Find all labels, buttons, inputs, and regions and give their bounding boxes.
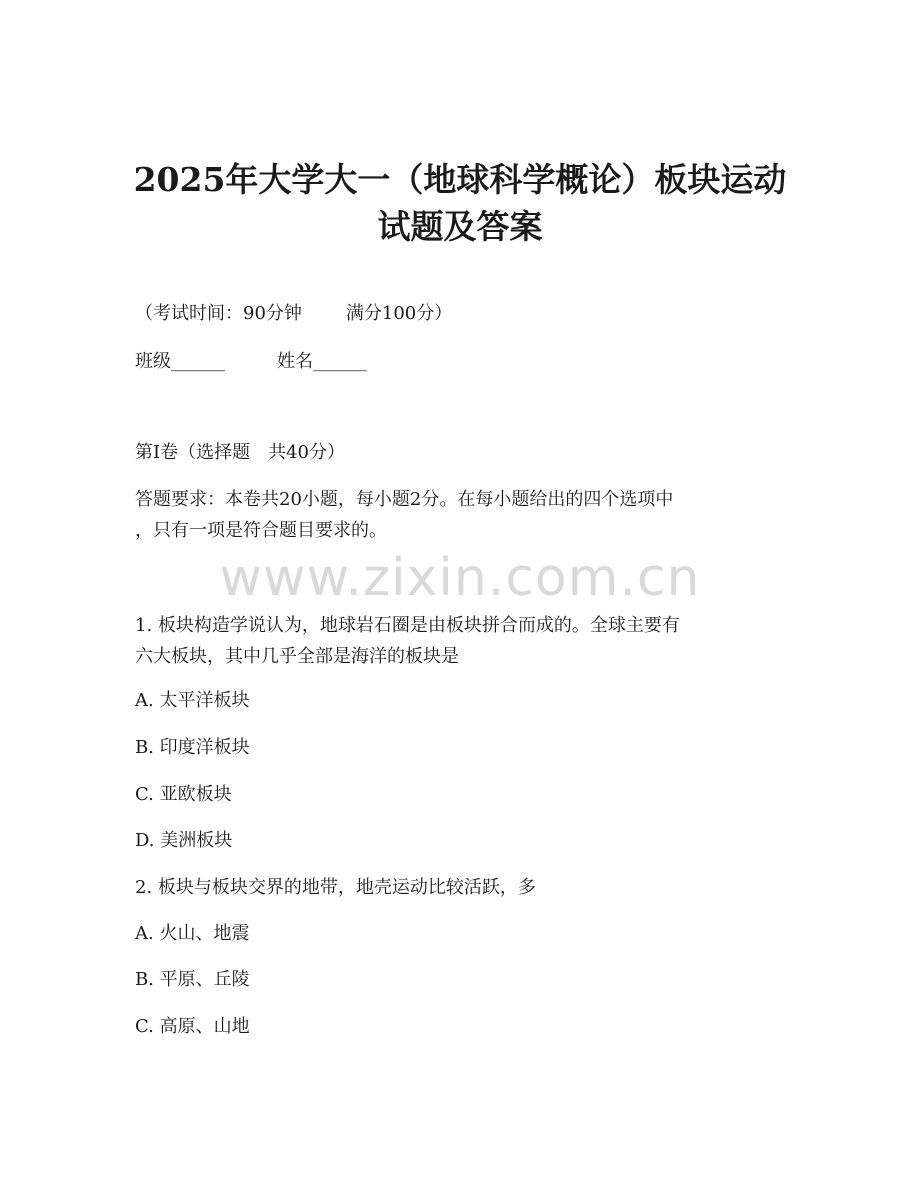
name-field[interactable]: 姓名______ xyxy=(277,351,367,372)
class-field[interactable]: 班级______ xyxy=(135,351,225,372)
question-1-stem-line-2: 六大板块，其中几乎全部是海洋的板块是 xyxy=(135,646,459,667)
exam-info xyxy=(135,302,452,326)
page-title-line-2: 试题及答案 xyxy=(377,207,543,246)
question-1-option-a[interactable]: A. 太平洋板块 xyxy=(135,690,250,711)
student-info xyxy=(135,350,367,374)
section-heading: 第I卷（选择题 共40分） xyxy=(135,442,346,463)
full-score: 满分100分） xyxy=(345,303,453,324)
question-2-option-c[interactable]: C. 高原、山地 xyxy=(135,1016,250,1037)
exam-time: （考试时间：90分钟 xyxy=(135,303,302,324)
question-1-option-b[interactable]: B. 印度洋板块 xyxy=(135,737,250,758)
question-2-option-b[interactable]: B. 平原、丘陵 xyxy=(135,969,250,990)
instructions-line-2: ，只有一项是符合题目要求的。 xyxy=(135,520,387,541)
question-1-stem xyxy=(135,614,785,669)
question-2-stem: 2. 板块与板块交界的地带，地壳运动比较活跃，多 xyxy=(135,877,536,898)
watermark: www.zixin.com.cn xyxy=(219,548,701,608)
question-1-option-d[interactable]: D. 美洲板块 xyxy=(135,830,233,851)
question-1-stem-line-1: 1. 板块构造学说认为，地球岩石圈是由板块拼合而成的。全球主要有 xyxy=(135,615,680,636)
question-2-option-a[interactable]: A. 火山、地震 xyxy=(135,923,250,944)
instructions-line-1: 答题要求：本卷共20小题，每小题2分。在每小题给出的四个选项中 xyxy=(135,489,674,510)
page-title-line-1: 2025年大学大一（地球科学概论）板块运动 xyxy=(133,160,787,199)
question-1-option-c[interactable]: C. 亚欧板块 xyxy=(135,784,232,805)
instructions xyxy=(135,488,785,543)
